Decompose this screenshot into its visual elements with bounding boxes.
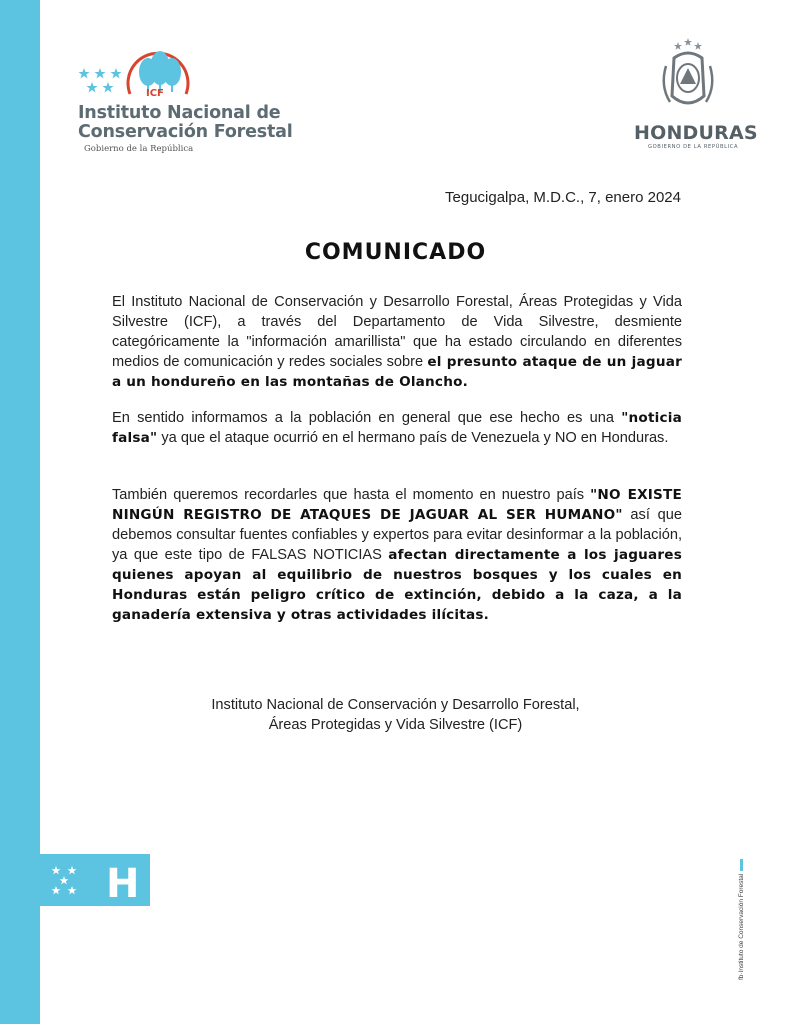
document-heading: COMUNICADO <box>304 240 487 265</box>
icf-title-line1: Instituto Nacional de <box>78 103 281 123</box>
paragraph-2 <box>112 408 682 448</box>
side-accent-bar <box>0 0 40 1024</box>
coat-of-arms-icon <box>630 36 760 120</box>
signature-line-1: Instituto Nacional de Conservación y Desarrollo Forestal, <box>211 697 580 713</box>
p2-bold: "noticia falsa" <box>112 410 682 446</box>
signature-line-2: Áreas Protegidas y Vida Silvestre (ICF) <box>268 717 523 733</box>
p3-bold-2: afectan directamente a los jaguares quienes apoyan al equilibrio de nuestros bosques y los cuales en Honduras están peligro crítico de extinción, debido a la caza, a la ganadería extensiva y otras actividades ilícitas. <box>112 547 682 623</box>
p2-text-1: En sentido informamos a la población en general que ese hecho es una <box>112 410 622 426</box>
p1-text: El Instituto Nacional de Conservación y Desarrollo Forestal, Áreas Protegidas y Vida Silvestre (ICF), a través del Departamento de Vida Silvestre, desmiente categóricamente la "información amarillista" que ha estado circulando en diferentes medios de comunicación y redes sociales sobre <box>112 294 682 370</box>
icf-logo <box>78 48 338 158</box>
vertical-credit-text: fb·Instituto de Conservación Forestal <box>738 873 745 980</box>
icf-title-line2: Conservación Forestal <box>78 122 293 142</box>
p3-bold-1: "NO EXISTE NINGÚN REGISTRO DE ATAQUES DE JAGUAR AL SER HUMANO" <box>112 487 682 523</box>
vertical-credit-mark <box>740 859 743 871</box>
p3-text-1: También queremos recordarles que hasta el momento en nuestro país <box>112 487 591 503</box>
paragraph-1 <box>112 292 682 392</box>
stars-icon <box>40 854 150 906</box>
document-date: Tegucigalpa, M.D.C., 7, enero 2024 <box>445 189 681 206</box>
icf-subtitle: Gobierno de la República <box>84 144 194 154</box>
paragraph-3 <box>112 485 682 625</box>
honduras-subtitle: GOBIERNO DE LA REPÚBLICA <box>648 144 739 150</box>
badge-letter: H <box>106 861 140 906</box>
icf-abbr: ICF <box>146 88 164 99</box>
icf-title <box>78 104 293 142</box>
tree-icon <box>78 48 338 108</box>
honduras-logo <box>630 36 760 156</box>
honduras-title: HONDURAS <box>634 122 758 144</box>
vertical-credit <box>738 859 745 980</box>
p2-text-2: ya que el ataque ocurrió en el hermano país de Venezuela y NO en Honduras. <box>157 430 669 446</box>
p3-text-2: así que debemos consultar fuentes confiables y expertos para evitar desinformar a la población, ya que este tipo de FALSAS NOTICIAS <box>112 507 682 563</box>
h-badge <box>40 854 150 906</box>
p1-bold: el presunto ataque de un jaguar a un hondureño en las montañas de Olancho. <box>112 354 682 390</box>
